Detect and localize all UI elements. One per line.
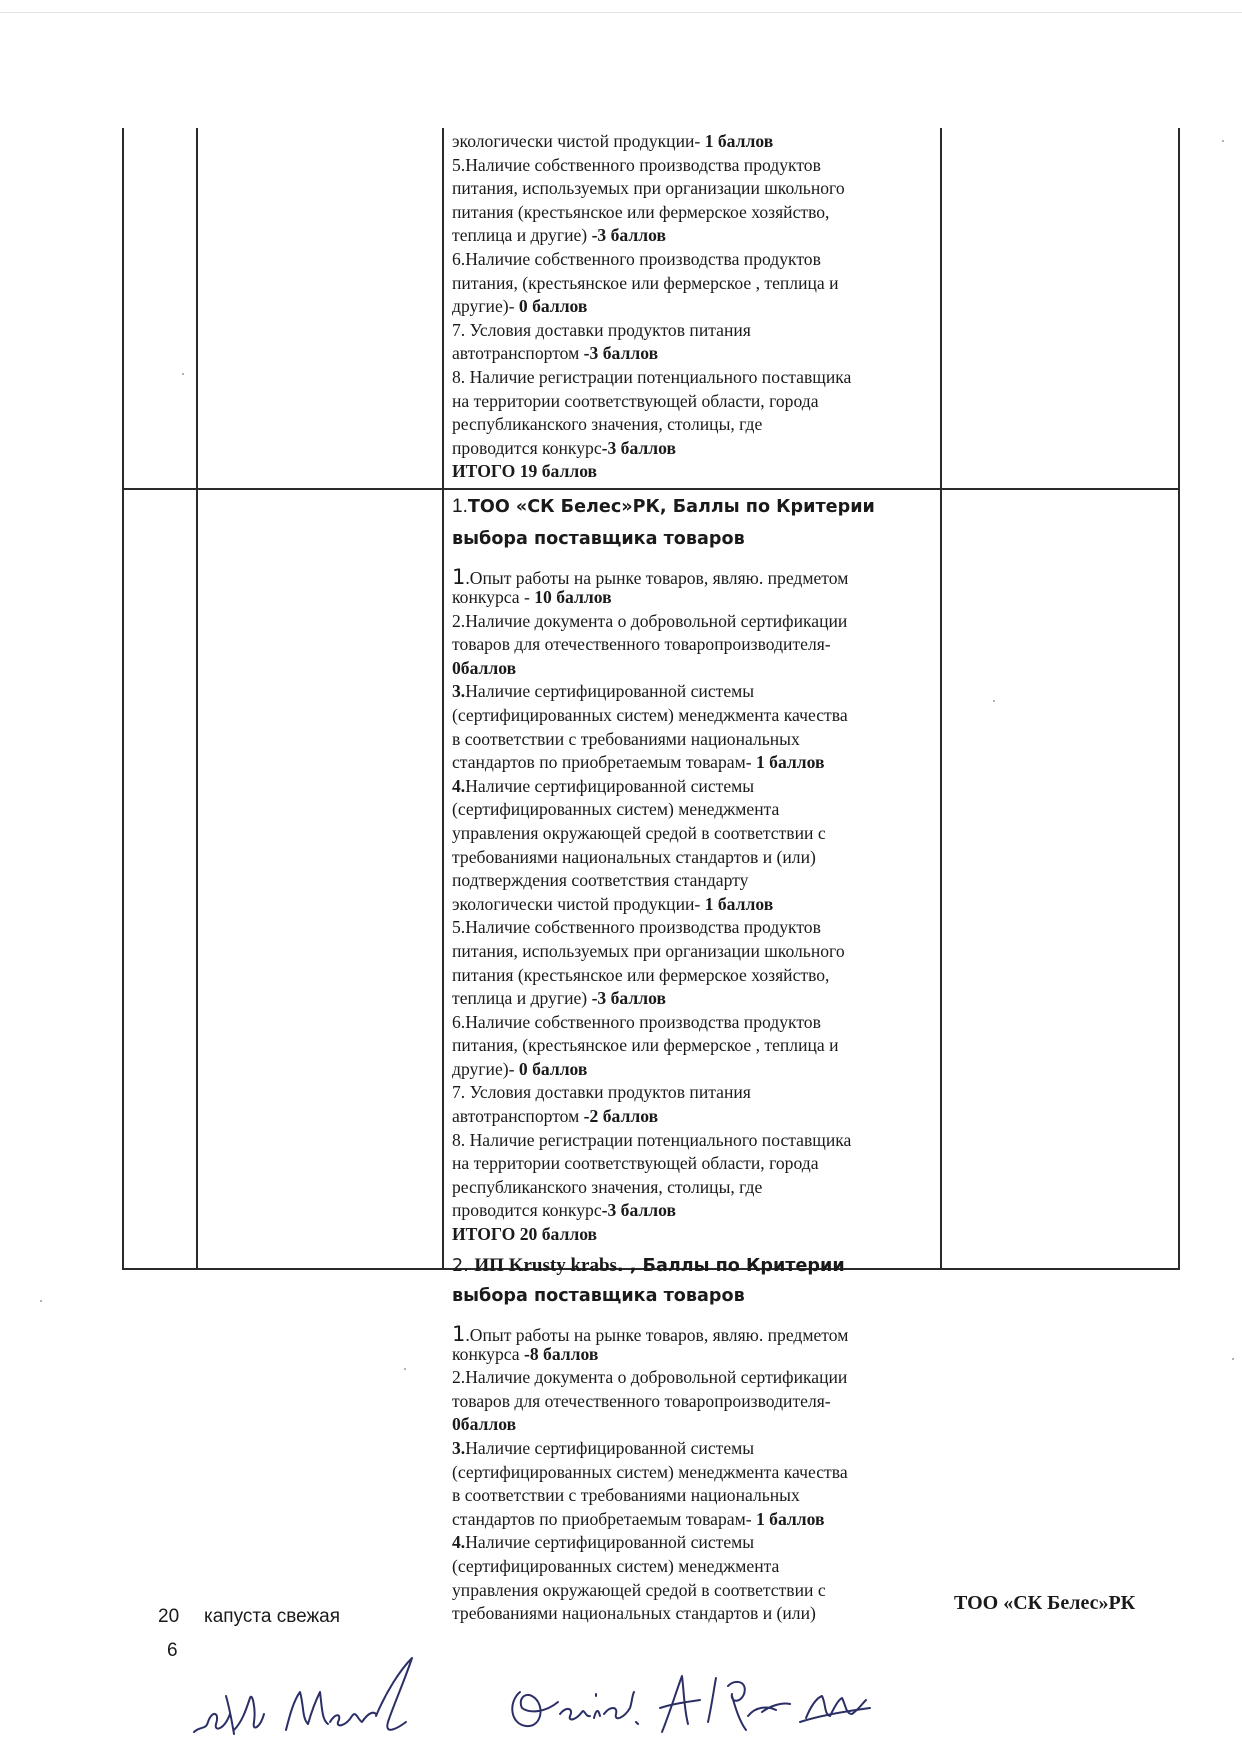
criteria-line: проводится конкурс-3 баллов — [452, 437, 677, 458]
criteria-line: 4.Наличие сертифицированной системы — [452, 1532, 755, 1553]
criteria-line: на территории соответствующей области, города — [452, 1153, 819, 1174]
table-divider — [442, 128, 444, 1270]
criteria-line: 3.Наличие сертифицированной системы — [452, 681, 755, 702]
criteria-line: экологически чистой продукции- 1 баллов — [452, 893, 774, 914]
criteria-line: требованиями национальных стандартов и (или) — [452, 1603, 816, 1624]
criteria-line: ИТОГО 19 баллов — [452, 461, 598, 482]
page-number: 6 — [167, 1640, 178, 1661]
bidder-2-criteria — [452, 1316, 934, 1626]
criteria-line: требованиями национальных стандартов и (или) — [452, 846, 816, 867]
criteria-line: товаров для отечественного товаропроизводителя- — [452, 634, 831, 655]
bidder-1-heading: 1.ТОО «СК Белес»РК, Баллы по Критерии — [452, 496, 875, 517]
criteria-line: 0баллов — [452, 657, 517, 678]
criteria-line: конкурса -8 баллов — [452, 1343, 599, 1364]
bidder-2-heading: 2. ИП Krusty krabs. , Баллы по Критерии — [452, 1254, 845, 1276]
criteria-line: питания (крестьянское или фермерское хозяйство, — [452, 201, 830, 222]
criteria-line: (сертифицированных систем) менеджмента — [452, 1555, 780, 1576]
scan-speck — [1232, 1358, 1234, 1360]
criteria-line: питания, используемых при организации школьного — [452, 178, 845, 199]
table-divider — [196, 128, 198, 1270]
criteria-line: 2.Наличие документа о добровольной сертификации — [452, 610, 848, 631]
criteria-line: 2.Наличие документа о добровольной сертификации — [452, 1367, 848, 1388]
criteria-line: 3.Наличие сертифицированной системы — [452, 1438, 755, 1458]
row-number: 20 — [158, 1606, 180, 1627]
bidder-1-heading-line-2: выбора поставщика товаров — [452, 529, 745, 549]
criteria-line: в соответствии с требованиями национальных — [452, 728, 800, 749]
table-border-right — [1178, 128, 1180, 1270]
criteria-line: подтверждения соответствия стандарту — [452, 870, 749, 891]
criteria-line: автотранспортом -3 баллов — [452, 343, 659, 364]
criterion-number: 1 — [452, 1321, 466, 1346]
criteria-line: 5.Наличие собственного производства продуктов — [452, 917, 821, 938]
criteria-line: 7. Условия доставки продуктов питания — [452, 1082, 751, 1103]
criteria-line: (сертифицированных систем) менеджмента качества — [452, 1461, 848, 1482]
criteria-line: 1.Опыт работы на рынке товаров, являю. предметом — [452, 565, 849, 589]
criteria-line: стандартов по приобретаемым товарам- 1 баллов — [452, 752, 825, 773]
scan-speck — [182, 373, 184, 375]
criteria-line: республиканского значения, столицы, где — [452, 414, 763, 435]
criteria-line: теплица и другие) -3 баллов — [452, 988, 666, 1009]
criteria-line: республиканского значения, столицы, где — [452, 1176, 763, 1197]
table-border-left — [122, 128, 124, 1270]
criteria-line: стандартов по приобретаемым товарам- 1 баллов — [452, 1508, 825, 1529]
criteria-line: в соответствии с требованиями национальных — [452, 1485, 800, 1506]
bidder-2-heading-line-2: выбора поставщика товаров — [452, 1285, 745, 1306]
signature-2 — [500, 1652, 880, 1744]
product-name: капуста свежая — [204, 1606, 341, 1627]
winner-supplier: ТОО «СК Белес»РК — [954, 1592, 1136, 1614]
scan-speck — [1222, 140, 1224, 142]
criteria-line: теплица и другие) -3 баллов — [452, 225, 666, 246]
criteria-cell-current — [452, 490, 934, 1626]
criteria-line: 0баллов — [452, 1414, 517, 1435]
criteria-line: 7. Условия доставки продуктов питания — [452, 319, 751, 340]
signature-1 — [190, 1652, 450, 1744]
criteria-line: управления окружающей средой в соответствии с — [452, 1579, 826, 1600]
scan-speck — [993, 700, 995, 702]
criteria-line: 4.Наличие сертифицированной системы — [452, 775, 755, 796]
criteria-line: проводится конкурс-3 баллов — [452, 1200, 677, 1221]
criteria-line: автотранспортом -2 баллов — [452, 1106, 659, 1127]
criteria-line: другие)- 0 баллов — [452, 296, 588, 317]
criteria-cell-previous — [452, 130, 934, 484]
criteria-line: питания, (крестьянское или фермерское , теплица и — [452, 1035, 839, 1056]
criteria-line: другие)- 0 баллов — [452, 1058, 588, 1079]
criteria-line: питания (крестьянское или фермерское хозяйство, — [452, 964, 830, 985]
criteria-line: управления окружающей средой в соответствии с — [452, 822, 826, 843]
criteria-line: 6.Наличие собственного производства продуктов — [452, 248, 821, 269]
criterion-number: 1 — [452, 565, 466, 589]
criteria-line: товаров для отечественного товаропроизводителя- — [452, 1390, 831, 1411]
criteria-line: 1.Опыт работы на рынке товаров, являю. предметом — [452, 1321, 849, 1346]
criteria-line: (сертифицированных систем) менеджмента — [452, 799, 780, 820]
criteria-line: 6.Наличие собственного производства продуктов — [452, 1011, 821, 1032]
table-divider — [940, 128, 942, 1270]
scan-speck — [404, 1368, 406, 1370]
criteria-line: на территории соответствующей области, города — [452, 390, 819, 411]
criteria-line: (сертифицированных систем) менеджмента качества — [452, 704, 848, 725]
criteria-line: 8. Наличие регистрации потенциального поставщика — [452, 1129, 852, 1150]
criteria-line: питания, (крестьянское или фермерское , теплица и — [452, 272, 839, 293]
scan-speck — [40, 1300, 42, 1302]
criteria-line: экологически чистой продукции- 1 баллов — [452, 131, 774, 151]
criteria-line: 8. Наличие регистрации потенциального поставщика — [452, 366, 852, 387]
criteria-line: конкурса - 10 баллов — [452, 587, 612, 607]
criteria-line: ИТОГО 20 баллов — [452, 1224, 598, 1245]
bidder-1-criteria — [452, 559, 934, 1247]
scan-page-edge — [0, 12, 1242, 13]
criteria-line: 5.Наличие собственного производства продуктов — [452, 154, 821, 175]
criteria-line: питания, используемых при организации школьного — [452, 940, 845, 961]
